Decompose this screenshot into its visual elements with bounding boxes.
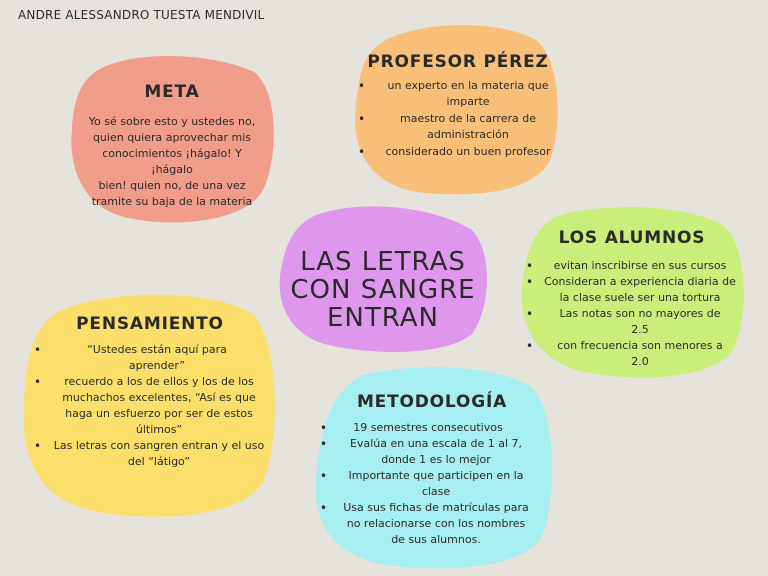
author-name: ANDRE ALESSANDRO TUESTA MENDIVIL — [18, 8, 265, 22]
meta-bubble — [66, 52, 276, 224]
metodologia-list — [316, 420, 548, 548]
center-title-line: ENTRAN — [326, 303, 439, 333]
center-title-line: CON SANGRE — [290, 275, 476, 305]
alumnos-list-item: • Las notas son no mayores de 2.5 — [522, 306, 742, 338]
pensamiento-bubble — [18, 292, 280, 518]
alumnos-list-item: • Consideran a experiencia diaria de la clase suele ser una tortura — [522, 274, 742, 306]
profesor-list-item: • un experto en la materia que imparte — [354, 78, 562, 110]
meta-text-line: Yo sé sobre esto y ustedes no, — [88, 115, 256, 128]
metodologia-list-item: • 19 semestres consecutivos — [316, 420, 548, 436]
metodologia-title: METODOLOGÍA — [356, 392, 508, 412]
pensamiento-list-item: • recuerdo a los de ellos y los de los muchachos excelentes, “Así es que haga un esfuerzo por ser de estos últimos” — [30, 374, 270, 438]
center-bubble — [276, 206, 490, 352]
metodologia-list-item: • Importante que participen en la clase — [316, 468, 548, 500]
profesor-title: PROFESOR PÉREZ — [367, 52, 549, 72]
metodologia-list-item: • Evalúa en una escala de 1 al 7, donde 1 es lo mejor — [316, 436, 548, 468]
alumnos-list-item: • evitan inscribirse en sus cursos — [522, 258, 742, 274]
profesor-list-item: • maestro de la carrera de administración — [354, 111, 562, 143]
profesor-bubble — [350, 24, 564, 196]
alumnos-list — [522, 258, 742, 370]
pensamiento-list-item: • “Ustedes están aquí para aprender” — [30, 342, 270, 374]
alumnos-title: LOS ALUMNOS — [558, 228, 706, 248]
pensamiento-list-item: • Las letras con sangren entran y el uso del “látigo” — [30, 438, 270, 470]
pensamiento-list — [30, 342, 270, 470]
center-title-line: LAS LETRAS — [300, 247, 466, 277]
meta-title: META — [144, 82, 200, 102]
alumnos-bubble — [518, 206, 748, 378]
meta-text-line: quien quiera aprovechar mis — [92, 131, 252, 144]
alumnos-list-item: • con frecuencia son menores a 2.0 — [522, 338, 742, 370]
profesor-list — [354, 78, 562, 160]
metodologia-list-item: • Usa sus fichas de matrículas para no relacionarse con los nombres de sus alumnos. — [316, 500, 548, 548]
meta-text-line: tramite su baja de la materia — [91, 195, 253, 208]
meta-text — [84, 114, 260, 210]
metodologia-bubble — [310, 366, 554, 570]
meta-text-line: bien! quien no, de una vez — [98, 179, 246, 192]
pensamiento-title: PENSAMIENTO — [76, 314, 224, 334]
meta-text-line: conocimientos ¡hágalo! Y ¡hágalo — [102, 147, 242, 176]
profesor-list-item: • considerado un buen profesor — [354, 144, 562, 160]
